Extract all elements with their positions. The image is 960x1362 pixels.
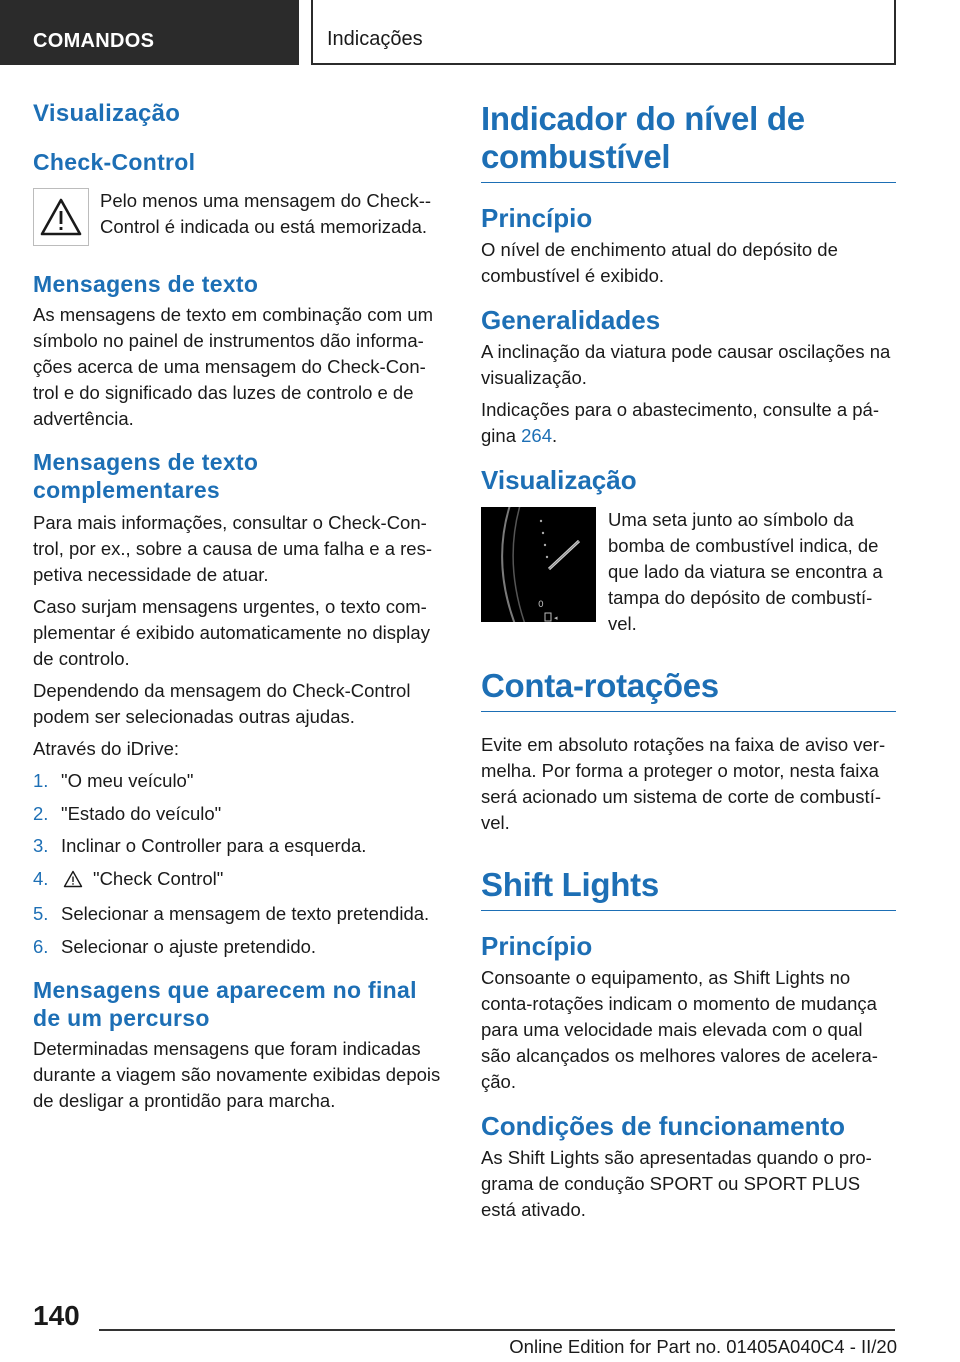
shift-lights-principle-paragraph: Consoante o equipamento, as Shift Lights no conta-rotações indicam o momento de mudança para uma velocidade mais elevada com o qual são alcançados os melhores valores de acelera-ção.	[481, 967, 878, 1092]
shift-lights-conditions-heading: Condições de funcionamento	[481, 1111, 846, 1141]
page-link[interactable]: 264	[521, 425, 552, 446]
fuel-display-text: Uma seta junto ao símbolo da bomba de combustível indica, de que lado da viatura se encontra a tampa do depósito de combustí-vel.	[608, 509, 883, 634]
warning-triangle-icon	[33, 188, 89, 246]
header-chapter-box	[311, 0, 896, 65]
shift-lights-principle-heading: Princípio	[481, 931, 593, 961]
shift-lights-title: Shift Lights	[481, 866, 896, 911]
list-item: 1. "O meu veículo"	[33, 770, 194, 791]
check-control-text: Pelo menos uma mensagem do Check--Control é indicada ou está memorizada.	[100, 190, 432, 237]
check-control-heading: Check-Control	[33, 149, 196, 175]
fuel-general-paragraph-1: A inclinação da viatura pode causar oscilações na visualização.	[481, 341, 891, 388]
header-section-label: COMANDOS	[33, 30, 155, 52]
text-messages-heading: Mensagens de texto	[33, 271, 259, 297]
text-messages-paragraph: As mensagens de texto em combinação com um símbolo no painel de instrumentos dão informa-ções acerca de uma mensagem do Check-Con-trol e do significado das luzes de controlo e de advertência.	[33, 304, 433, 429]
list-item: 6. Selecionar o ajuste pretendido.	[33, 935, 317, 957]
end-of-trip-paragraph: Determinadas mensagens que foram indicadas durante a viagem são novamente exibidas depois de desligar a prontidão para marcha.	[33, 1037, 441, 1111]
svg-text:0: 0	[538, 600, 544, 610]
tachometer-title: Conta-rotações	[481, 667, 896, 712]
end-of-trip-heading: Mensagens que aparecem no final de um percurso	[33, 976, 417, 1031]
supplementary-heading: Mensagens de texto complementares	[33, 449, 259, 503]
left-column	[33, 100, 448, 1114]
visualization-title: Visualização	[33, 100, 181, 127]
supplementary-paragraph-4: Através do iDrive:	[33, 738, 179, 759]
header-chapter-label: Indicações	[327, 28, 423, 50]
fuel-principle-heading: Princípio	[481, 203, 593, 233]
fuel-principle-paragraph: O nível de enchimento atual do depósito de combustível é exibido.	[481, 239, 838, 286]
list-item: 3. Inclinar o Controller para a esquerda.	[33, 835, 367, 856]
shift-lights-conditions-paragraph: As Shift Lights são apresentadas quando o pro-grama de condução SPORT ou SPORT PLUS está ativado.	[481, 1147, 872, 1220]
fuel-display-heading: Visualização	[481, 465, 637, 495]
supplementary-paragraph-2: Caso surjam mensagens urgentes, o texto com-plementar é exibido automaticamente no display de controlo.	[33, 596, 430, 669]
header-section-tab	[0, 0, 299, 65]
fuel-general-heading: Generalidades	[481, 305, 661, 335]
footer-divider	[99, 1329, 895, 1331]
tachometer-paragraph: Evite em absoluto rotações na faixa de aviso ver-melha. Por forma a proteger o motor, nesta faixa será acionado um sistema de corte de combustí-vel.	[481, 734, 886, 833]
list-item: 4. "Check Control"	[33, 866, 448, 895]
supplementary-paragraph-3: Dependendo da mensagem do Check-Control podem ser selecionadas outras ajudas.	[33, 680, 411, 727]
list-item: 2. "Estado do veículo"	[33, 802, 222, 824]
idrive-steps-list	[33, 768, 448, 960]
fuel-gauge-image	[481, 507, 596, 622]
check-control-block	[33, 188, 448, 246]
page-number: 140	[33, 1300, 80, 1331]
right-column	[481, 100, 896, 1223]
supplementary-paragraph-1: Para mais informações, consultar o Check-Con-trol, por ex., sobre a causa de uma falha e a res-petiva necessidade de atuar.	[33, 512, 432, 585]
list-item: 5. Selecionar a mensagem de texto pretendida.	[33, 903, 430, 924]
fuel-display-block	[481, 507, 896, 637]
footer-edition: Online Edition for Part no. 01405A040C4 - II/20	[509, 1336, 897, 1357]
fuel-general-paragraph-2: Indicações para o abastecimento, consulte a pá-gina 264.	[481, 399, 879, 446]
warning-triangle-icon	[63, 869, 83, 895]
fuel-gauge-title: Indicador do nível de combustível	[481, 100, 896, 183]
svg-text:◂: ◂	[554, 614, 558, 622]
